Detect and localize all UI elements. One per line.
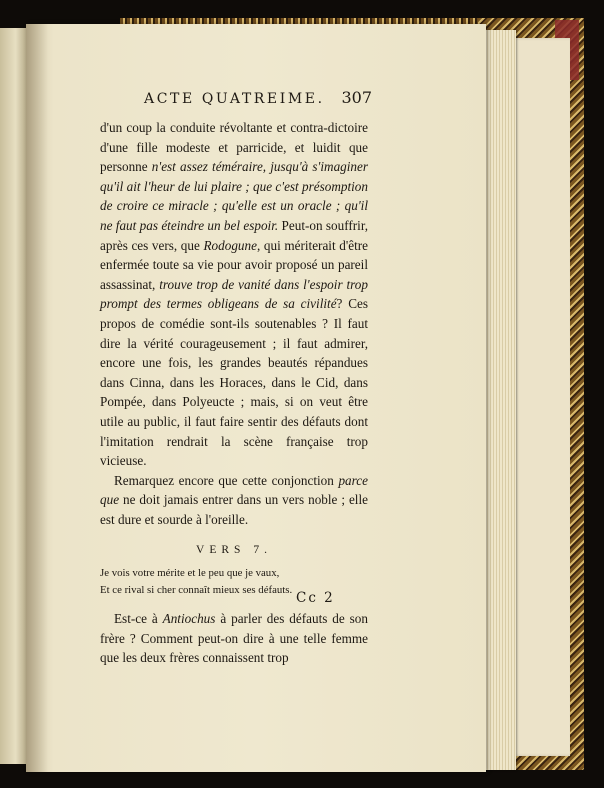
verse-line-1: Je vois votre mérite et le peu que je vaux, <box>100 567 280 580</box>
italic-run: n'est assez téméraire, jusqu'à s'imaginer qu'il ait l'heur de lui plaire ; que c'est présomption de croire ce miracle ; qu'elle est un oracle ; qu'il ne faut pas éteindre un bel espoir. <box>100 159 369 233</box>
page-text <box>100 118 368 668</box>
verse-line-2: Et ce rival si cher connaît mieux ses défauts. <box>100 584 293 597</box>
gutter-shadow <box>26 24 48 772</box>
text-run: Remarquez encore que cette conjonction <box>114 472 339 488</box>
paragraph-3 <box>100 609 368 668</box>
text-run: ne doit jamais entrer dans un vers noble ; elle est dure et sourde à l'oreille. <box>100 492 368 527</box>
vers-heading: VERS 7. <box>196 544 272 557</box>
paragraph-1 <box>100 118 368 471</box>
running-title: ACTE QUATREIME. <box>144 91 325 107</box>
signature-mark: Cc 2 <box>296 590 335 606</box>
italic-run: Rodogune <box>203 237 257 253</box>
text-run: , qui mériterait d'être enfermée toute sa vie pour avoir proposé un pareil assassinat, <box>100 237 368 292</box>
text-run: ? Ces propos de comédie sont-ils soutenables ? Il faut dire la vérité courageusement ; il faut admirer, encore une fois, les grandes beautés répandues dans Cinna, dans les Horaces, dans le Cid, dans Pompée, dans Polyeucte ; mais, si on veut être utile au public, il faut faire sentir des défauts dont l'imitation rendrait la scène française trop vicieuse. <box>100 296 368 469</box>
left-page-edge <box>0 28 26 764</box>
paragraph-2 <box>100 471 368 530</box>
text-run: Peut-on souffrir, après ces vers, que <box>100 217 368 253</box>
endpaper <box>512 38 570 756</box>
italic-run: Antiochus <box>162 611 216 627</box>
text-run: à parler des défauts de son frère ? Comment peut-on dire à une telle femme que les deux frères connaissent trop <box>100 611 368 666</box>
text-run: dit que personne <box>100 139 368 175</box>
text-run: Est-ce à <box>114 611 163 627</box>
text-run: d'un coup la conduite révoltante et contra- <box>100 120 328 135</box>
running-header <box>144 88 372 107</box>
page-number: 307 <box>341 88 372 107</box>
italic-run: parce que <box>100 472 368 508</box>
text-run: dictoire d'une fille modeste et parricide, et lui <box>100 120 368 155</box>
italic-run: trouve trop de vanité dans l'espoir trop prompt des termes obligeans de sa civilité <box>100 276 368 312</box>
